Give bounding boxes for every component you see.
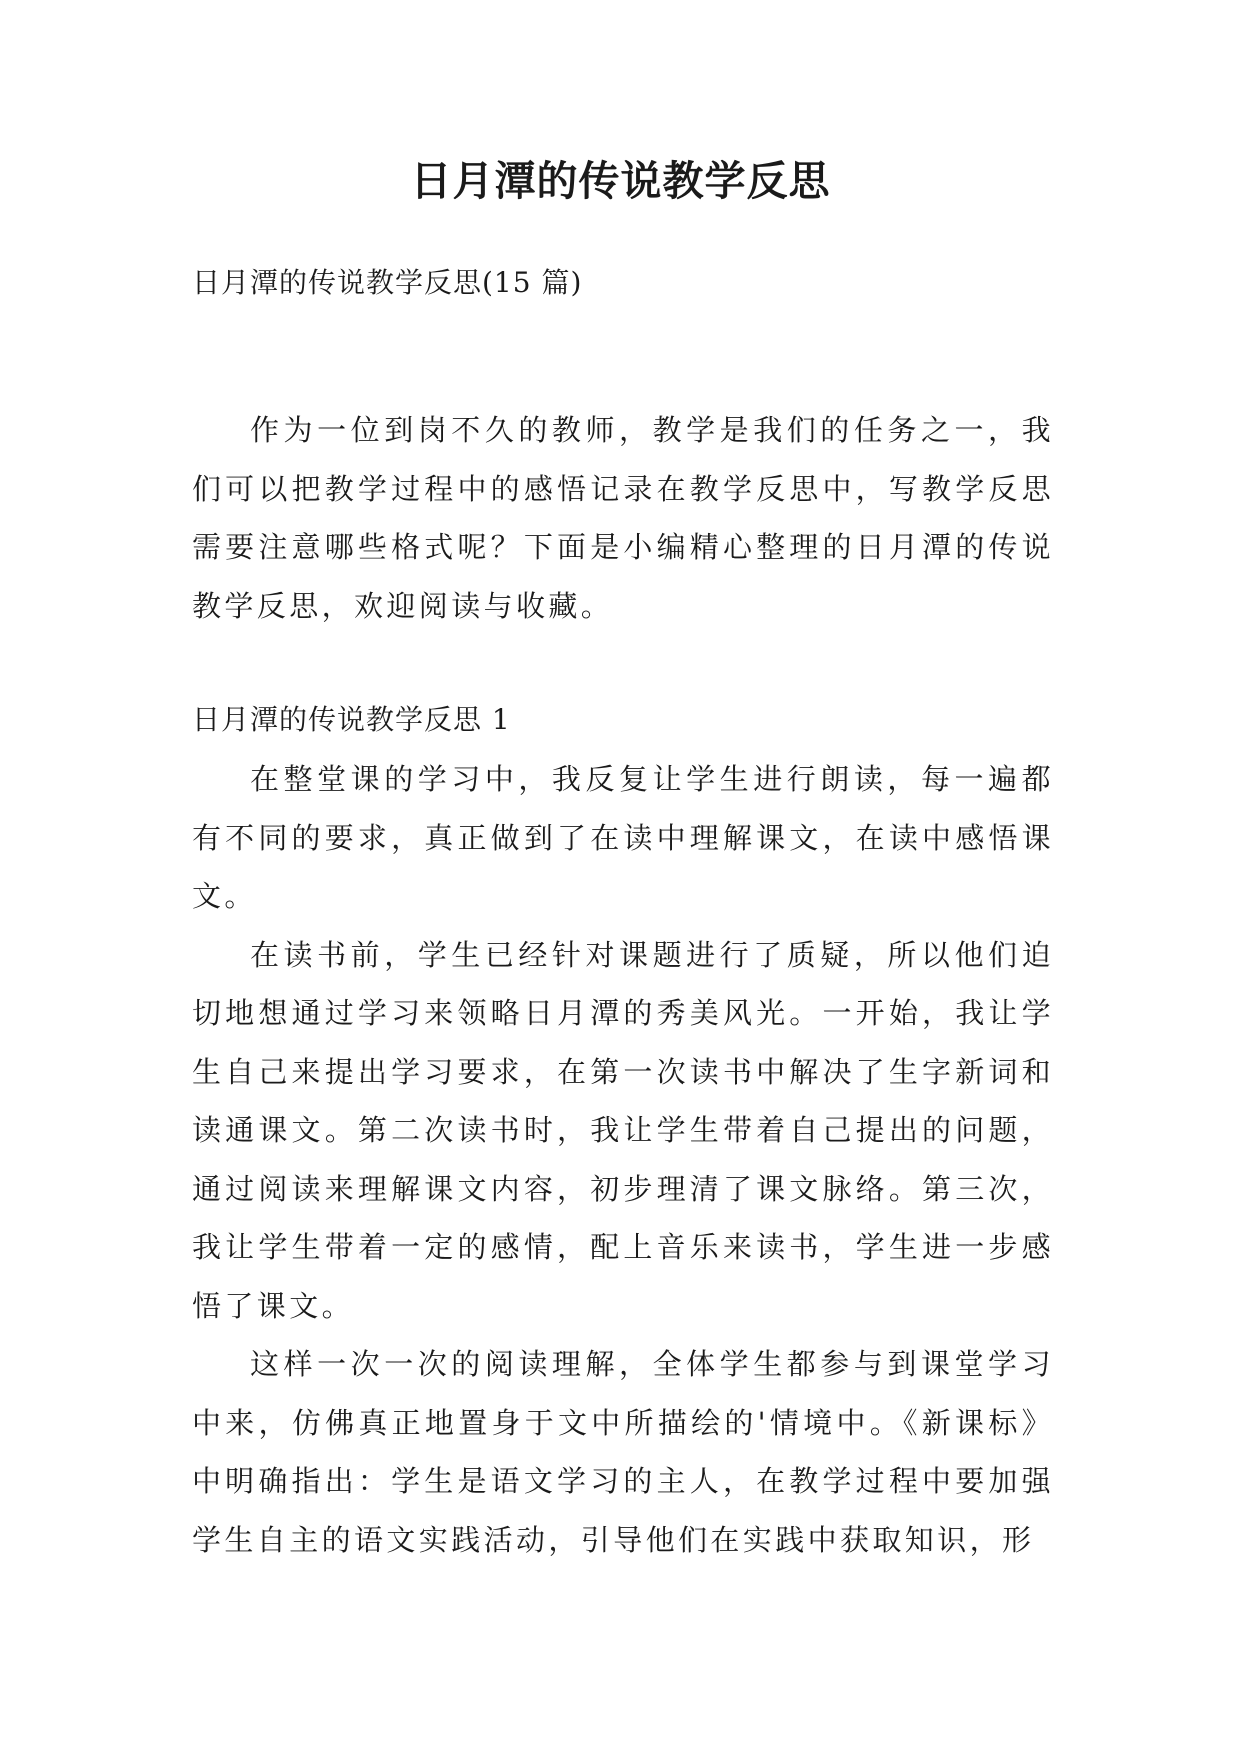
intro-paragraph: 作为一位到岗不久的教师，教学是我们的任务之一，我们可以把教学过程中的感悟记录在教学反思中，写教学反思需要注意哪些格式呢？下面是小编精心整理的日月潭的传说教学反思，欢迎阅读与收藏。 xyxy=(192,413,1054,623)
document-subtitle: 日月潭的传说教学反思(15 篇) xyxy=(192,266,583,299)
document-title: 日月潭的传说教学反思 xyxy=(410,157,831,205)
body-paragraph: 在读书前，学生已经针对课题进行了质疑，所以他们迫切地想通过学习来领略日月潭的秀美风光。一开始，我让学生自己来提出学习要求，在第一次读书中解决了生字新词和读通课文。第二次读书时，我让学生带着自己提出的问题，通过阅读来理解课文内容，初步理清了课文脉络。第三次，我让学生带着一定的感情，配上音乐来读书，学生进一步感悟了课文。 xyxy=(192,937,1054,1323)
section-body xyxy=(192,750,1054,1569)
body-paragraph: 这样一次一次的阅读理解，全体学生都参与到课堂学习中来，仿佛真正地置身于文中所描绘的'情境中。《新课标》中明确指出：学生是语文学习的主人，在教学过程中要加强学生自主的语文实践活动，引导他们在实践中获取知识，形 xyxy=(192,1347,1054,1557)
intro-section xyxy=(192,401,1054,635)
section-heading: 日月潭的传说教学反思 1 xyxy=(192,703,511,736)
body-paragraph: 在整堂课的学习中，我反复让学生进行朗读，每一遍都有不同的要求，真正做到了在读中理解课文，在读中感悟课文。 xyxy=(192,762,1054,913)
